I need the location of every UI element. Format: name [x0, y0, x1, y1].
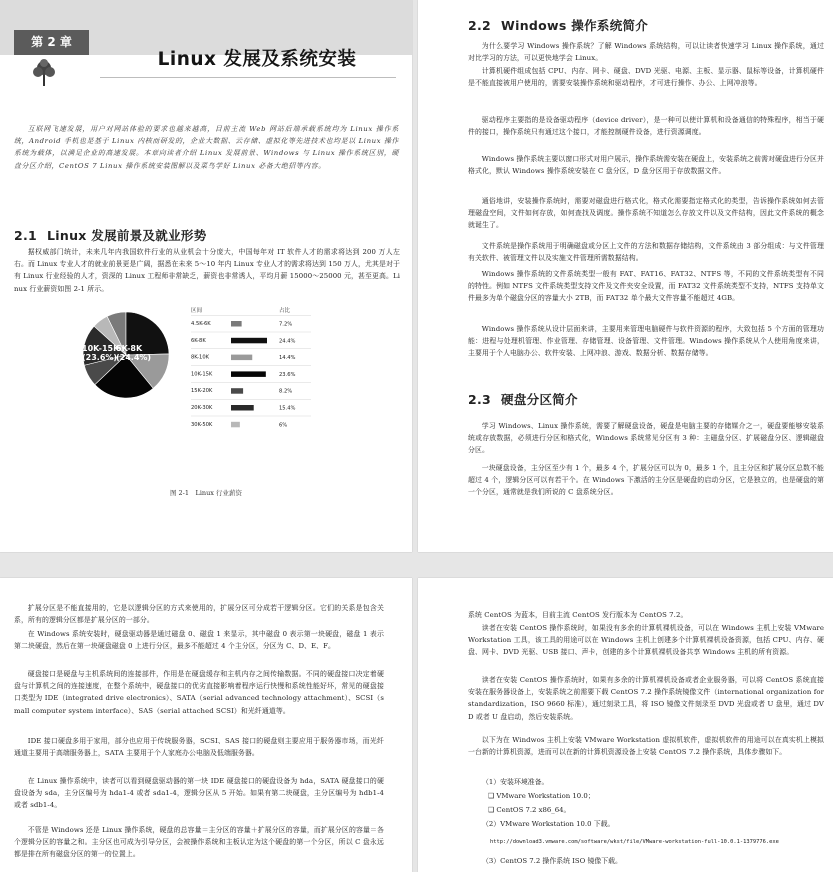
s22-paragraph-6: 文件系统是操作系统用于明确磁盘或分区上文件的方法和数据存储结构，文件系统由 3 部分组成：与文件管理有关软件、被管理文件以及实施文件管理所需数据结构。 — [468, 242, 824, 263]
legend-bar — [231, 388, 243, 394]
legend-percent-label: 7.2% — [279, 321, 293, 328]
page-right-top — [418, 0, 833, 552]
legend-range-label: 4.5K-6K — [191, 321, 211, 327]
pie-labels — [82, 344, 151, 362]
s22-paragraph-5: 通俗地讲，安装操作系统时，需要对磁盘进行格式化，格式化需要指定格式化的类型，告诉操作系统如何去管理磁盘空间，文件如何存放，如何查找及调度。操作系统不知道怎么存放文件以及文件结构，因此文件系统的概念就诞生了。 — [468, 197, 824, 230]
p3-paragraph-6: 不管是 Windows 还是 Linux 操作系统，硬盘的总容量＝主分区的容量＋扩展分区的容量，而扩展分区的容量＝各个逻辑分区的容量之和。主分区也可成为引导分区，会被操作系统和主板认定为这个硬盘的第一个分区，所以 C 盘永远都是排在所有磁盘分区的第一的位置上。 — [14, 826, 384, 859]
chapter-abstract: 互联网飞速发展，用户对网站体验的要求也越来越高，目前主流 Web 网站后端承载系统均为 Linux 操作系统，Android 手机也是基于 Linux 内核而研发的，企业大数据、云存储、虚拟化等先进技术也均是以 Linux 操作系统为载体，以满足企业的高速发展。本章向读者介绍 Linux 发展前景、Windows 与 Linux 操作系统区别，硬盘分区介绍，CentOS 7 Linux 操作系统安装图解以及菜鸟学好 Linux 必备大绝招等内容。 — [14, 125, 399, 170]
section-number: 2.3 — [468, 392, 492, 407]
p3-paragraph-3: 硬盘接口是硬盘与主机系统间的连接部件，作用是在硬盘缓存和主机内存之间传输数据。不同的硬盘接口决定着硬盘与计算机之间的连接速度，在整个系统中，硬盘接口的优劣直接影响着程序运行快慢和系统性能好坏，常见的硬盘接口类型为 IDE（integrated drive electronics）、SATA（serial advanced technology attachment）、SCSI（small computer system interface）、SAS（serial attached SCSI）和光纤通道等。 — [14, 670, 384, 715]
s22-paragraph-8: Windows 操作系统从设计层面来讲，主要用来管理电脑硬件与软件资源的程序，大致包括 5 个方面的管理功能：进程与处理机管理、作业管理、存储管理、设备管理、文件管理。Windows 操作系统从个人使用角度来讲，主要用于个人电脑办公、软件安装、上网冲浪、游戏、数据分析、数据存储等。 — [468, 325, 824, 358]
s23-paragraph-2: 一块硬盘设备，主分区至少有 1 个，最多 4 个，扩展分区可以为 0，最多 1 个，且主分区和扩展分区总数不能超过 4 个，逻辑分区可以有若干个。在 Windows 下激活的主分区是硬盘的启动分区，它是独立的，也是硬盘的第一个分区，通常就是我们所说的 C 盘系统分区。 — [468, 464, 824, 497]
chapter-badge: 第 2 章 — [14, 30, 89, 55]
salary-chart — [76, 300, 316, 505]
p4-paragraph-1: 读者在安装 CentOS 操作系统时，如果没有多余的计算机裸机设备，可以在 Windows 主机上安装 VMware Workstation 工具，该工具的用途可以在 Windows 主机上创建多个计算机裸机设备资源，包括 CPU、内存、硬盘、网卡、DVD 光驱、USB 接口、声卡，创建的多个计算机裸机设备共享 Windows 主机的所有资源。 — [468, 624, 824, 657]
step-1: （1）安装环境准备。 — [482, 778, 549, 786]
s22-paragraph-4: Windows 操作系统主要以窗口形式对用户展示，操作系统需安装在硬盘上，安装系统之前需对硬盘进行分区并格式化，默认 Windows 操作系统安装在 C 盘分区，D 盘分区用于存放数据文件。 — [468, 155, 824, 176]
legend-bar — [231, 422, 240, 428]
step-3: （3）CentOS 7.2 操作系统 ISO 镜像下载。 — [482, 857, 622, 865]
section-title: Linux 发展前景及就业形势 — [47, 228, 207, 243]
page-left-top — [0, 0, 412, 552]
step-1-bullet-2: ❑ CentOS 7.2 x86_64。 — [488, 806, 571, 814]
legend-bar — [231, 355, 252, 361]
p3-paragraph-4: IDE 接口硬盘多用于家用，部分也应用于传统服务器，SCSI、SAS 接口的硬盘则主要应用于服务器市场，而光纤通道主要用于高端服务器上，SATA 主要用于个人家庭办公电脑及低端服务器。 — [14, 737, 384, 758]
legend-bar — [231, 405, 254, 411]
figure-caption: 图 2-1 Linux 行业薪资 — [169, 489, 243, 497]
p3-paragraph-1: 扩展分区是不能直接用的，它是以逻辑分区的方式来使用的，扩展分区可分成若干逻辑分区。它们的关系是包含关系，所有的逻辑分区都是扩展分区的一部分。 — [14, 604, 384, 625]
step-2: （2）VMware Workstation 10.0 下载。 — [482, 820, 615, 828]
legend-percent-label: 14.4% — [279, 355, 296, 362]
legend-range-label: 6K-8K — [191, 337, 206, 344]
legend-percent-label: 15.4% — [279, 405, 296, 412]
section-2-1-heading — [14, 226, 207, 244]
s22-paragraph-7: Windows 操作系统的文件系统类型一般有 FAT、FAT16、FAT32、NTFS 等，不同的文件系统类型有不同的特性。例如 NTFS 文件系统类型支持文件及文件夹安全设置，而 FAT32 文件系统类型不支持，NTFS 支持单文件最多为单个磁盘分区的容量大小 2TB，而 FAT32 单个最大文件容量不能超过 4GB。 — [468, 270, 824, 303]
title-rule — [100, 77, 396, 78]
step-1-bullet-1: ❑ VMware Workstation 10.0； — [488, 792, 595, 800]
legend-percent-label: 8.2% — [279, 388, 293, 395]
legend-range-label: 15K-20K — [191, 388, 213, 395]
pie-label-percent: (23.6%) — [82, 353, 118, 362]
p4-paragraph-3: 以下为在 Windwos 主机上安装 VMware Workstation 虚拟机软件，虚拟机软件的用途可以在真实机上模拟一台新的计算机资源，进而可以在新的计算机资源设备上安装 CentOS 7.2 操作系统，具体步骤如下。 — [468, 736, 824, 757]
page-left-bottom — [0, 578, 412, 872]
p3-paragraph-2: 在 Windows 系统安装时，硬盘驱动器是通过磁盘 0、磁盘 1 来显示，其中磁盘 0 表示第一块硬盘，磁盘 1 表示第二块硬盘，然后在第一块硬盘磁盘 0 上进行分区，最多不能超过 4 个主分区，分区为 C、D、E、F。 — [14, 630, 384, 651]
tree-icon — [29, 58, 59, 88]
pie-label-range: 10K-15K — [82, 344, 120, 353]
pie-label-range: 6K-8K — [116, 344, 143, 353]
legend-percent-label: 24.4% — [279, 338, 296, 345]
legend-range-label: 30K-50K — [191, 421, 213, 428]
section-number: 2.1 — [14, 228, 38, 243]
section-title: 硬盘分区简介 — [501, 392, 578, 407]
p4-paragraph-2: 读者在安装 CentOS 操作系统时，如果有多余的计算机裸机设备或者企业服务器，可以将 CentOS 系统直接安装在服务器设备上，安装系统之前需要下载 CentOS 7.2 操作系统镜像文件（international organization for standardization，ISO 9660 标准），通过刻录工具，将 ISO 镜像文件刻录至 DVD 光盘或者 U 盘里，通过 DVD 或者 U 盘启动，然后安装系统。 — [468, 676, 824, 721]
page-right-bottom — [418, 578, 833, 872]
legend-range-label: 8K-10K — [191, 354, 210, 361]
legend-bar — [231, 338, 267, 344]
s22-paragraph-3: 驱动程序主要指的是设备驱动程序（device driver），是一种可以使计算机和设备通信的特殊程序，相当于硬件的接口，操作系统只有通过这个接口，才能控制硬件设备，进行资源调度。 — [468, 116, 824, 137]
s22-paragraph-2: 计算机硬件组成包括 CPU、内存、网卡、硬盘、DVD 光驱、电源、主板、显示器、鼠标等设备，计算机硬件是不能直接被用户使用的，需要安装操作系统和驱动程序，才可进行操作、办公、上网冲浪等。 — [468, 67, 824, 88]
section-2-3-heading — [468, 390, 578, 408]
p4-lead: 系统 CentOS 为蓝本，目前主流 CentOS 发行版本为 CentOS 7.2。 — [468, 611, 688, 619]
section-number: 2.2 — [468, 18, 492, 33]
legend-bar — [231, 371, 266, 377]
s22-paragraph-1: 为什么要学习 Windows 操作系统？了解 Windows 系统结构，可以让读者快速学习 Linux 操作系统，通过对比学习的方法，可以更快地学会 Linux。 — [468, 42, 824, 63]
salary-legend — [191, 306, 311, 428]
legend-bar — [231, 321, 242, 327]
download-url[interactable]: http://download3.vmware.com/software/wkst/file/VMware-workstation-full-10.0.1-1379776.exe — [490, 839, 779, 845]
legend-range-label: 20K-30K — [191, 405, 213, 411]
legend-header-share: 占比 — [279, 308, 291, 314]
p3-paragraph-5: 在 Linux 操作系统中，读者可以看到硬盘驱动器的第一块 IDE 硬盘接口的硬盘设备为 hda，SATA 硬盘接口的硬盘设备为 sda，主分区编号为 hda1-4 或者 sda1-4，逻辑分区从 5 开始。如果有第二块硬盘，主分区编号为 hdb1-4 或者 sdb1-4。 — [14, 777, 384, 810]
section-2-2-heading — [468, 16, 648, 34]
legend-percent-label: 6% — [279, 422, 288, 429]
section-title: Windows 操作系统简介 — [501, 18, 649, 33]
pie-label-percent: (24.4%) — [116, 353, 152, 362]
chapter-title: Linux 发展及系统安装 — [157, 49, 357, 70]
legend-percent-label: 23.6% — [279, 371, 296, 378]
legend-range-label: 10K-15K — [191, 371, 213, 378]
s23-paragraph-1: 学习 Windows、Linux 操作系统，需要了解硬盘设备，硬盘是电脑主要的存储媒介之一，硬盘要能够安装系统或存放数据，必须进行分区和格式化，Windows 系统常见分区有 3 种：主磁盘分区、扩展磁盘分区、逻辑磁盘分区。 — [468, 422, 824, 455]
legend-header-range: 区间 — [191, 308, 203, 314]
section-2-1-paragraph: 据权威部门统计，未来几年内我国软件行业的从业机会十分庞大，中国每年对 IT 软件人才的需求将达到 200 万人左右。而 Linux 专业人才的就业前景更是广阔，据悉在未来 5～10 年内 Linux 专业人才的需求将达到 150 万人，尤其是对于有 Linux 行业经验的人才，资深的 Linux 工程师非常缺乏，薪资也非常诱人，平均月薪 15000～25000 元，甚至更高。Linux 行业薪资如图 2-1 所示。 — [14, 248, 400, 293]
